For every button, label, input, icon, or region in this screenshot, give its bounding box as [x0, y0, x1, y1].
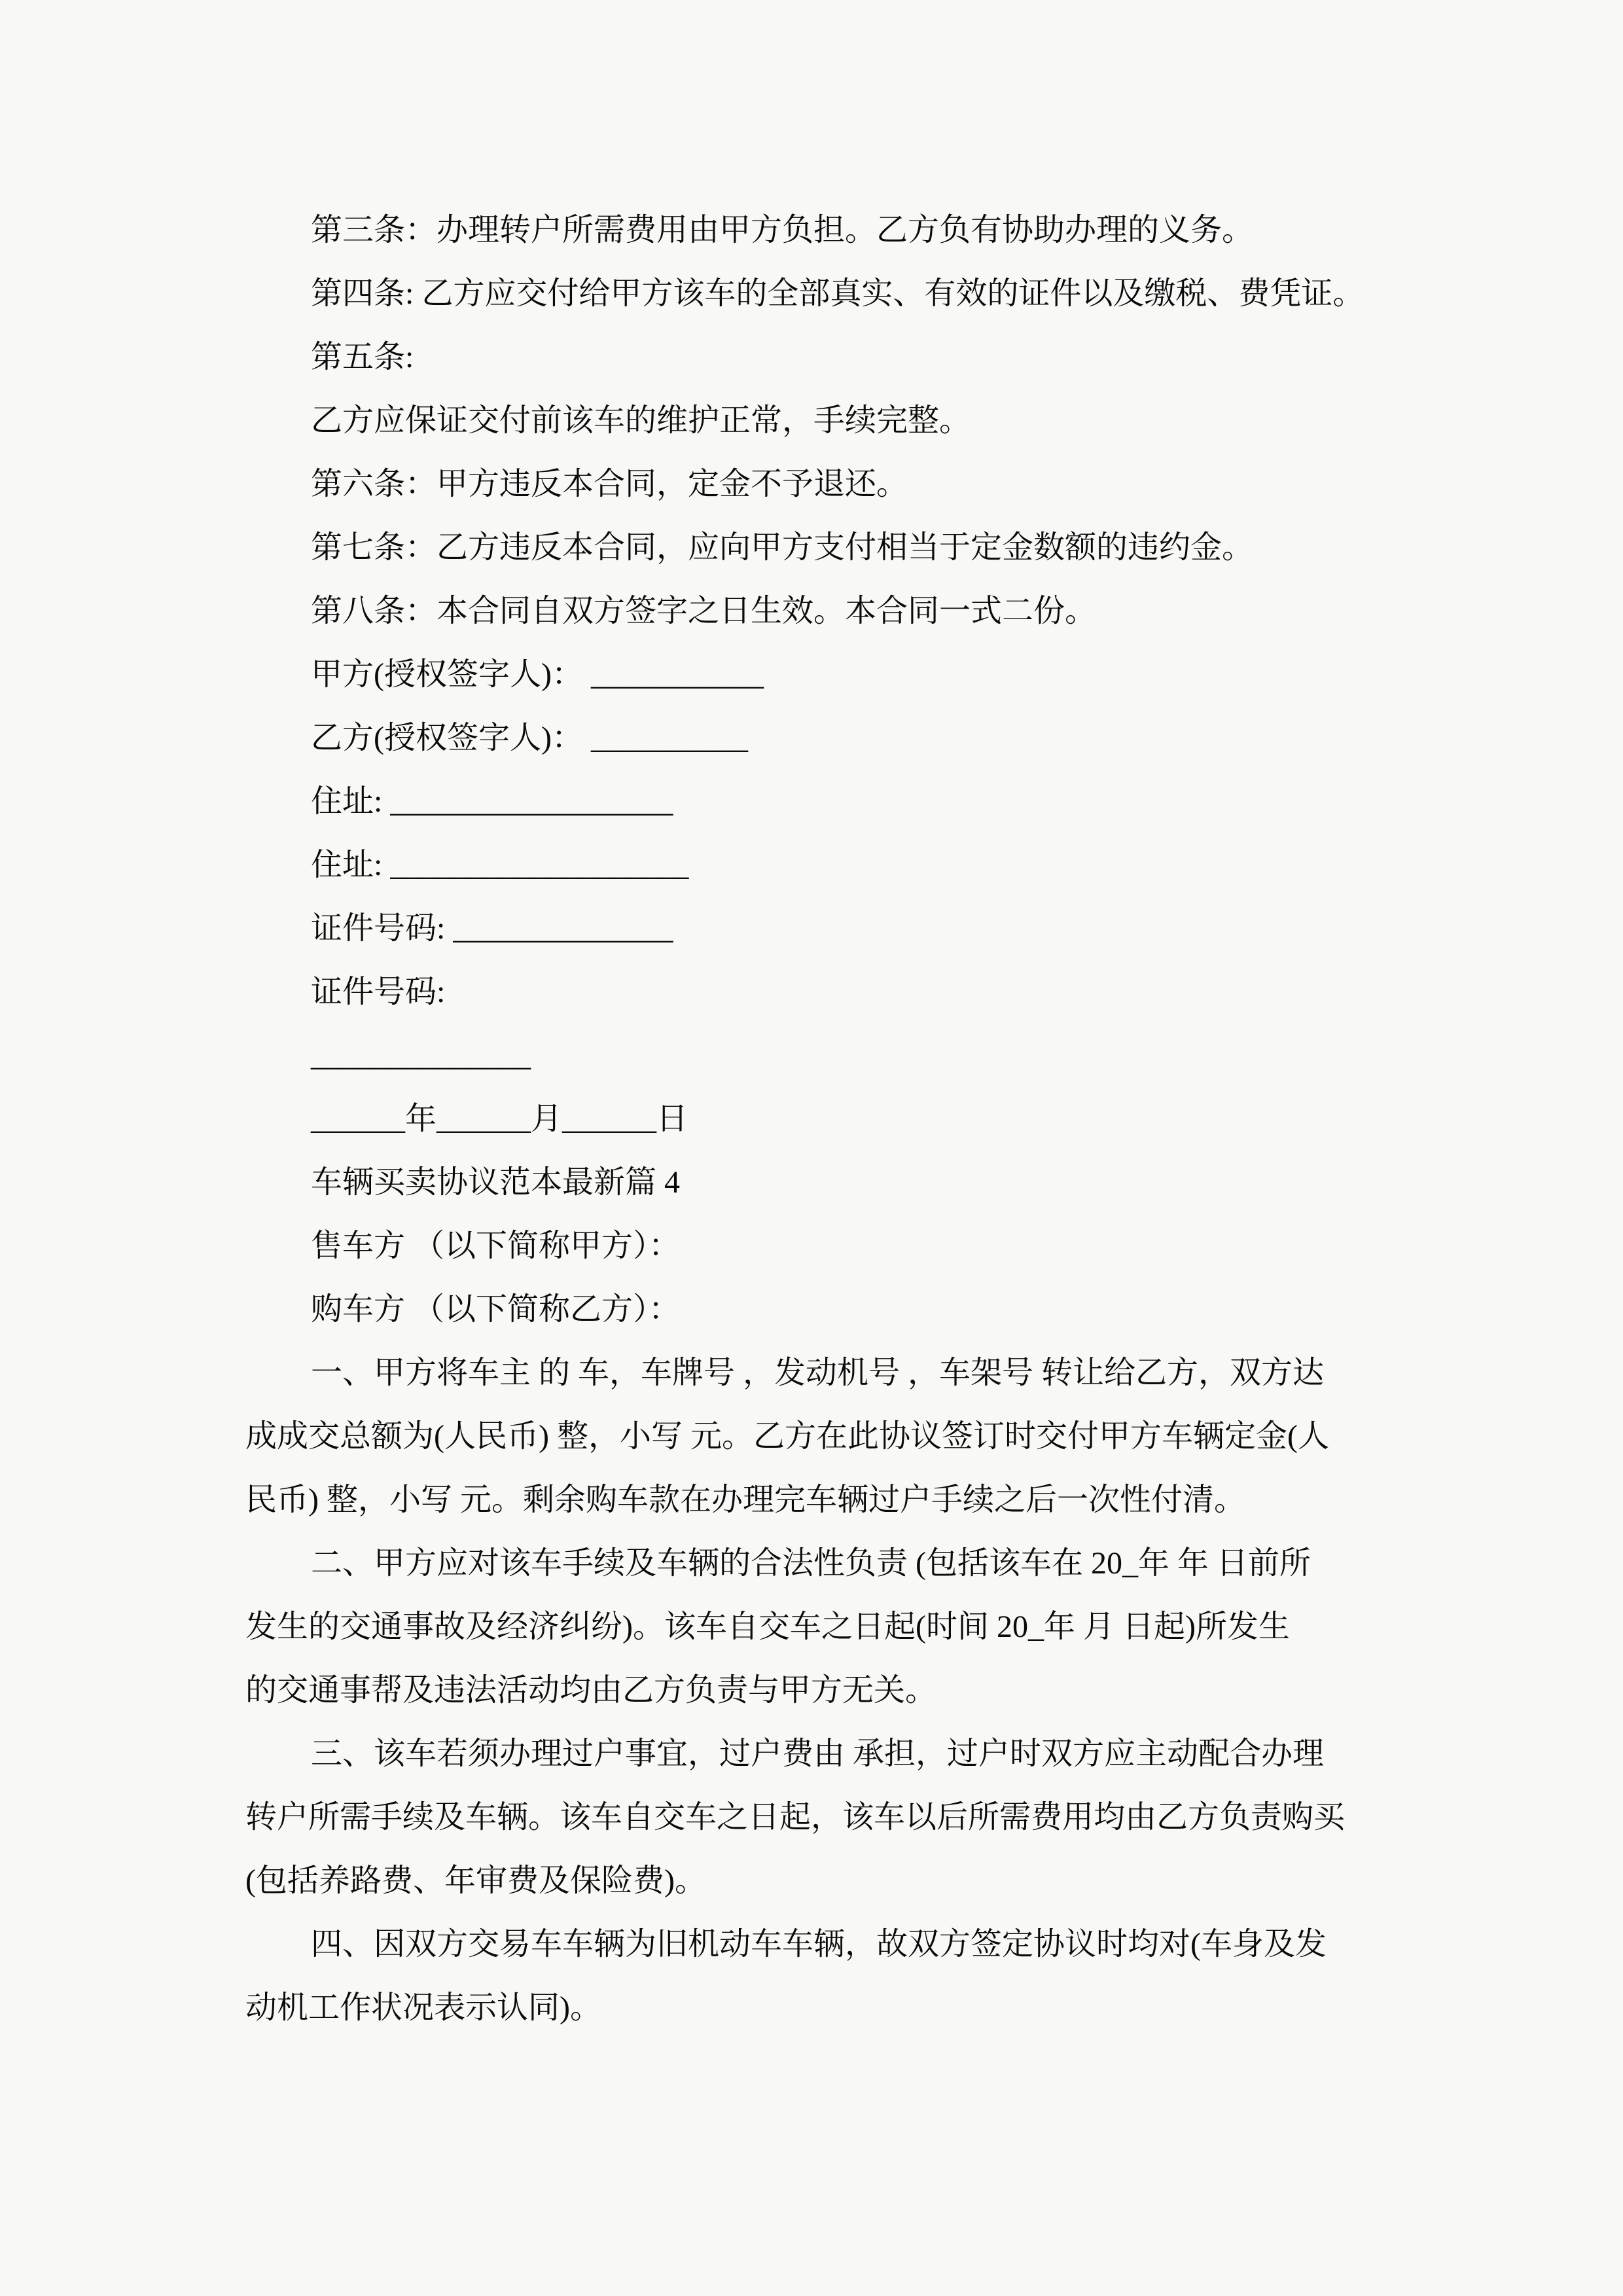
clause-1-line-2: 成成交总额为(人民币) 整，小写 元。乙方在此协议签订时交付甲方车辆定金(人: [245, 1419, 1329, 1454]
clause-3b-line-1: 三、该车若须办理过户事宜，过户费由 承担，过户时双方应主动配合办理: [311, 1736, 1325, 1771]
clause-4b-line-1: 四、因双方交易车车辆为旧机动车车辆，故双方签定协议时均对(车身及发: [311, 1927, 1327, 1962]
clause-3-line: 第三条：办理转户所需费用由甲方负担。乙方负有协助办理的义务。: [311, 213, 1254, 247]
address-line-2: 住址: ___________________: [311, 848, 689, 882]
address-line-1: 住址: __________________: [311, 784, 673, 819]
clause-4-line: 第四条: 乙方应交付给甲方该车的全部真实、有效的证件以及缴税、费凭证。: [311, 276, 1364, 311]
clause-6-line: 第六条：甲方违反本合同，定金不予退还。: [311, 467, 908, 501]
clause-3b-line-2: 转户所需手续及车辆。该车自交车之日起，该车以后所需费用均由乙方负责购买: [245, 1800, 1346, 1835]
buyer-line: 购车方 （以下简称乙方）：: [311, 1292, 681, 1327]
seller-line: 售车方 （以下简称甲方）：: [311, 1229, 681, 1263]
clause-2-line-3: 的交通事帮及违法活动均由乙方负责与甲方无关。: [245, 1673, 937, 1708]
clause-1-line-3: 民币) 整，小写 元。剩余购车款在办理完车辆过户手续之后一次性付清。: [245, 1482, 1245, 1517]
id-number-line-2: 证件号码:: [311, 975, 446, 1009]
clause-2-line-1: 二、甲方应对该车手续及车辆的合法性负责 (包括该车在 20_年 年 日前所: [311, 1546, 1311, 1581]
section-title-line: 车辆买卖协议范本最新篇 4: [311, 1165, 681, 1200]
id-number-line-1: 证件号码: ______________: [311, 911, 673, 946]
clause-7-line: 第七条：乙方违反本合同，应向甲方支付相当于定金数额的违约金。: [311, 530, 1254, 565]
party-a-signer-line: 甲方(授权签字人)： ___________: [311, 657, 764, 692]
date-line: ______年______月______日: [311, 1102, 688, 1136]
clause-1-line-1: 一、甲方将车主 的 车，车牌号 ，发动机号 ，车架号 转让给乙方，双方达: [311, 1355, 1325, 1390]
blank-underline: ______________: [311, 1038, 531, 1073]
clause-8-line: 第八条：本合同自双方签字之日生效。本合同一式二份。: [311, 594, 1097, 628]
clause-2-line-2: 发生的交通事故及经济纠纷)。该车自交车之日起(时间 20_年 月 日起)所发生: [245, 1609, 1290, 1644]
clause-5-label-line: 第五条:: [311, 340, 414, 374]
clause-5-body-line: 乙方应保证交付前该车的维护正常，手续完整。: [311, 403, 971, 438]
clause-4b-line-2: 动机工作状况表示认同)。: [245, 1990, 601, 2025]
clause-3b-line-3: (包括养路费、年审费及保险费)。: [245, 1863, 706, 1898]
party-b-signer-line: 乙方(授权签字人)： __________: [311, 721, 748, 755]
